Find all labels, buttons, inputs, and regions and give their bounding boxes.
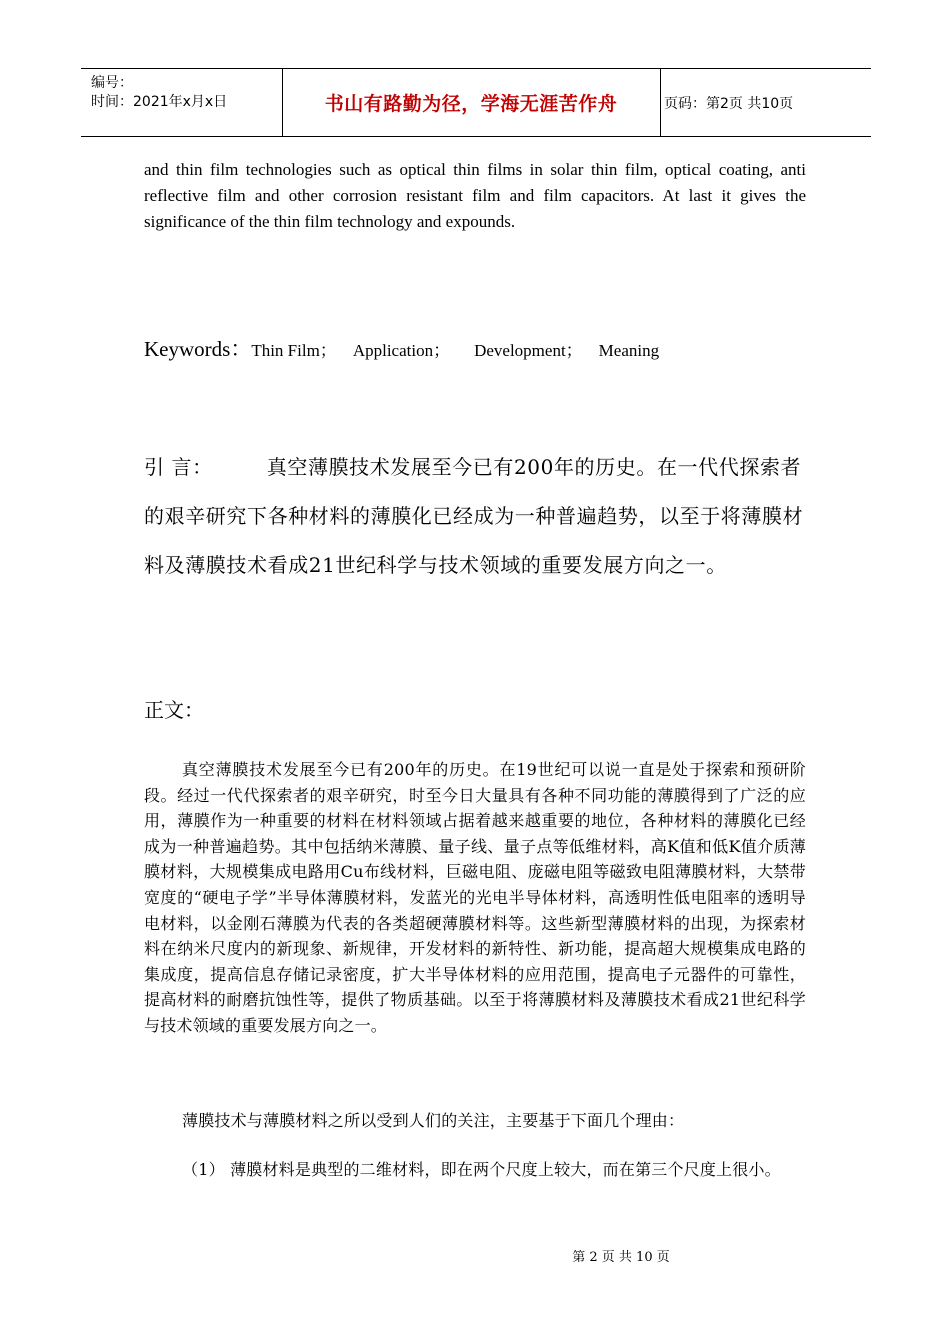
page-footer: 第 2 页 共 10 页 (572, 1250, 670, 1265)
body-paragraph: 真空薄膜技术发展至今已有200年的历史。在19世纪可以说一直是处于探索和预研阶段。经过一代代探索者的艰辛研究，时至今日大量具有各种不同功能的薄膜得到了广泛的应用，薄膜作为一种重要的材料在材料领域占据着越来越重要的地位，各种材料的薄膜化已经成为一种普遍趋势。其中包括纳米薄膜、量子线、量子点等低维材料，高K值和低K值介质薄膜材料，大规模集成电路用Cu布线材料，巨磁电阻、庞磁电阻等磁致电阻薄膜材料，大禁带宽度的“硬电子学”半导体薄膜材料，发蓝光的光电半导体材料，高透明性低电阻率的透明导电材料，以金刚石薄膜为代表的各类超硬薄膜材料等。这些新型薄膜材料的出现，为探索材料在纳米尺度内的新现象、新规律，开发材料的新特性、新功能，提高超大规模集成电路的集成度，提高信息存储记录密度，扩大半导体材料的应用范围，提高电子元器件的可靠性，提高材料的耐磨抗蚀性等，提供了物质基础。以至于将薄膜材料及薄膜技术看成21世纪科学与技术领域的重要发展方向之一。 (144, 760, 806, 1035)
header-meta-cell (81, 69, 283, 136)
introduction-paragraph (144, 443, 809, 590)
keyword-item: Thin Film； (251, 341, 337, 360)
header-motto: 书山有路勤为径，学海无涯苦作舟 (324, 93, 618, 115)
keyword-item: Development； (474, 341, 583, 360)
introduction-label: 引 言： (144, 455, 213, 479)
header-table (81, 68, 871, 137)
keyword-item: Meaning (598, 341, 660, 360)
header-page-code: 页码：第2页 共10页 (664, 95, 794, 112)
keyword-item: Application； (352, 341, 451, 360)
keywords-label: Keywords： (144, 337, 252, 361)
introduction-text: 真空薄膜技术发展至今已有200年的历史。在一代代探索者的艰辛研究下各种材料的薄膜化已经成为一种普遍趋势，以至于将薄膜材料及薄膜技术看成21世纪科学与技术领域的重要发展方向之一。 (144, 455, 804, 577)
document-number-label: 编号： (91, 75, 133, 91)
body-heading: 正文： (144, 698, 204, 722)
keywords-line (144, 333, 659, 363)
body-paragraph: （1） 薄膜材料是典型的二维材料，即在两个尺度上较大，而在第三个尺度上很小。 (182, 1160, 781, 1179)
body-paragraph: 薄膜技术与薄膜材料之所以受到人们的关注，主要基于下面几个理由： (182, 1111, 685, 1130)
document-date-label: 时间：2021年x月x日 (91, 94, 228, 110)
abstract-text: and thin film technologies such as optical thin films in solar thin film, optical coating, anti reflective film and other corrosion resistant film and film capacitors. At last it gives the significance of the thin film technology and expounds. (144, 160, 806, 231)
header-motto-cell (282, 69, 661, 136)
